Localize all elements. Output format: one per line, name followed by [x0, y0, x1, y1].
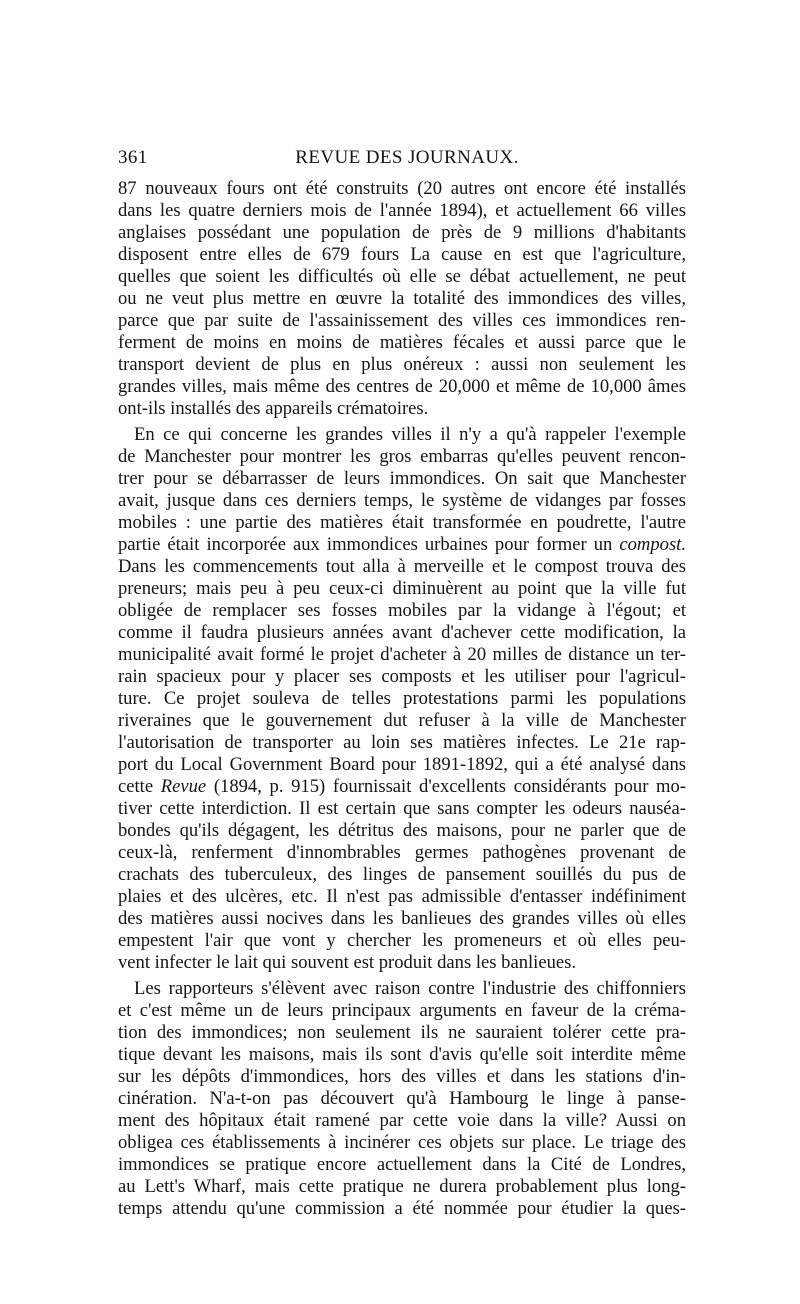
italic-word: Revue — [160, 776, 207, 797]
text-line: port du Local Government Board pour 1891-1892, qui a été analysé dans — [118, 754, 686, 775]
text-line: trer pour se débarrasser de leurs immondices. On sait que Manchester — [118, 468, 686, 489]
text-line: mobiles : une partie des matières était transformée en poudrette, l'autre — [118, 512, 686, 533]
text-line: bondes qu'ils dégagent, les détritus des maisons, pour ne parler que de — [118, 820, 686, 841]
text-run: (1894, p. 915) fournissait d'excellents considérants pour mo- — [206, 776, 686, 797]
text-line: quelles que soient les difficultés où elle se débat actuellement, ne peut — [118, 266, 686, 287]
text-line: des matières aussi nocives dans les banlieues des grandes villes où elles — [118, 908, 686, 929]
text-line: tion des immondices; non seulement ils ne sauraient tolérer cette pra- — [118, 1022, 686, 1043]
text-line: crachats des tuberculeux, des linges de pansement souillés du pus de — [118, 864, 686, 885]
paragraph-2 — [118, 424, 686, 974]
text-line: ferment de moins en moins de matières fécales et aussi parce que le — [118, 332, 686, 353]
text-line: disposent entre elles de 679 fours La cause en est que l'agriculture, — [118, 244, 686, 265]
text-line: riveraines que le gouvernement dut refuser à la ville de Manchester — [118, 710, 686, 731]
running-head — [118, 146, 686, 170]
text-line: avait, jusque dans ces derniers temps, le système de vidanges par fosses — [118, 490, 686, 511]
text-line: ont-ils installés des appareils crématoires. — [118, 398, 429, 419]
text-run: cette — [118, 776, 161, 797]
text-line: En ce qui concerne les grandes villes il n'y a qu'à rappeler l'exemple — [134, 424, 686, 445]
journal-title: REVUE DES JOURNAUX. — [295, 147, 519, 168]
paragraph-3 — [118, 978, 686, 1220]
text-line: comme il faudra plusieurs années avant d'achever cette modification, la — [118, 622, 686, 643]
text-line: de Manchester pour montrer les gros embarras qu'elles peuvent rencon- — [118, 446, 686, 467]
text-line: anglaises possédant une population de près de 9 millions d'habitants — [118, 222, 686, 243]
text-line: et c'est même un de leurs principaux arguments en faveur de la créma- — [118, 1000, 686, 1021]
paragraph-1 — [118, 178, 686, 420]
body-text — [118, 178, 686, 1220]
text-line: 87 nouveaux fours ont été construits (20 autres ont encore été installés — [118, 178, 686, 199]
text-line: au Lett's Wharf, mais cette pratique ne durera probablement plus long- — [118, 1176, 686, 1197]
text-line: tique devant les maisons, mais ils sont d'avis qu'elle soit interdite même — [118, 1044, 686, 1065]
text-line: temps attendu qu'une commission a été nommée pour étudier la ques- — [118, 1198, 686, 1219]
text-line: rain spacieux pour y placer ses composts et les utiliser pour l'agricul- — [118, 666, 686, 687]
text-line: ture. Ce projet souleva de telles protestations parmi les populations — [118, 688, 686, 709]
text-line: empestent l'air que vont y chercher les promeneurs et où elles peu- — [118, 930, 686, 951]
text-line: obligea ces établissements à incinérer ces objets sur place. Le triage des — [118, 1132, 686, 1153]
text-line: cinération. N'a-t-on pas découvert qu'à Hambourg le linge à panse- — [118, 1088, 686, 1109]
text-line: municipalité avait formé le projet d'acheter à 20 milles de distance un ter- — [118, 644, 686, 665]
text-line: parce que par suite de l'assainissement des villes ces immondices ren- — [118, 310, 686, 331]
page-number: 361 — [118, 147, 148, 168]
text-line: vent infecter le lait qui souvent est produit dans les banlieues. — [118, 952, 577, 973]
text-line: immondices se pratique encore actuellement dans la Cité de Londres, — [118, 1154, 686, 1175]
text-line: dans les quatre derniers mois de l'année 1894), et actuellement 66 villes — [118, 200, 686, 221]
text-line: ceux-là, renferment d'innombrables germes pathogènes provenant de — [118, 842, 686, 863]
text-line: grandes villes, mais même des centres de 20,000 et même de 10,000 âmes — [118, 376, 686, 397]
text-line: Les rapporteurs s'élèvent avec raison contre l'industrie des chiffonniers — [134, 978, 686, 999]
text-line: sur les dépôts d'immondices, hors des villes et dans les stations d'in- — [118, 1066, 686, 1087]
text-line: l'autorisation de transporter au loin ses matières infectes. Le 21e rap- — [118, 732, 686, 753]
text-line-with-italic — [118, 534, 686, 556]
text-line: tiver cette interdiction. Il est certain que sans compter les odeurs nauséa- — [118, 798, 686, 819]
text-line: transport devient de plus en plus onéreux : aussi non seulement les — [118, 354, 686, 375]
text-line: plaies et des ulcères, etc. Il n'est pas admissible d'entasser indéfiniment — [118, 886, 686, 907]
text-line: preneurs; mais peu à peu ceux-ci diminuèrent au point que la ville fut — [118, 578, 686, 599]
text-run: partie était incorporée aux immondices urbaines pour former un — [118, 534, 620, 555]
italic-word: compost. — [619, 534, 686, 555]
text-line-with-italic — [118, 776, 686, 798]
text-line: ment des hôpitaux était ramené par cette voie dans la ville? Aussi on — [118, 1110, 686, 1131]
text-line: obligée de remplacer ses fosses mobiles par la vidange à l'égout; et — [118, 600, 686, 621]
text-line: ou ne veut plus mettre en œuvre la totalité des immondices des villes, — [118, 288, 686, 309]
text-line: Dans les commencements tout alla à merveille et le compost trouva des — [118, 556, 686, 577]
